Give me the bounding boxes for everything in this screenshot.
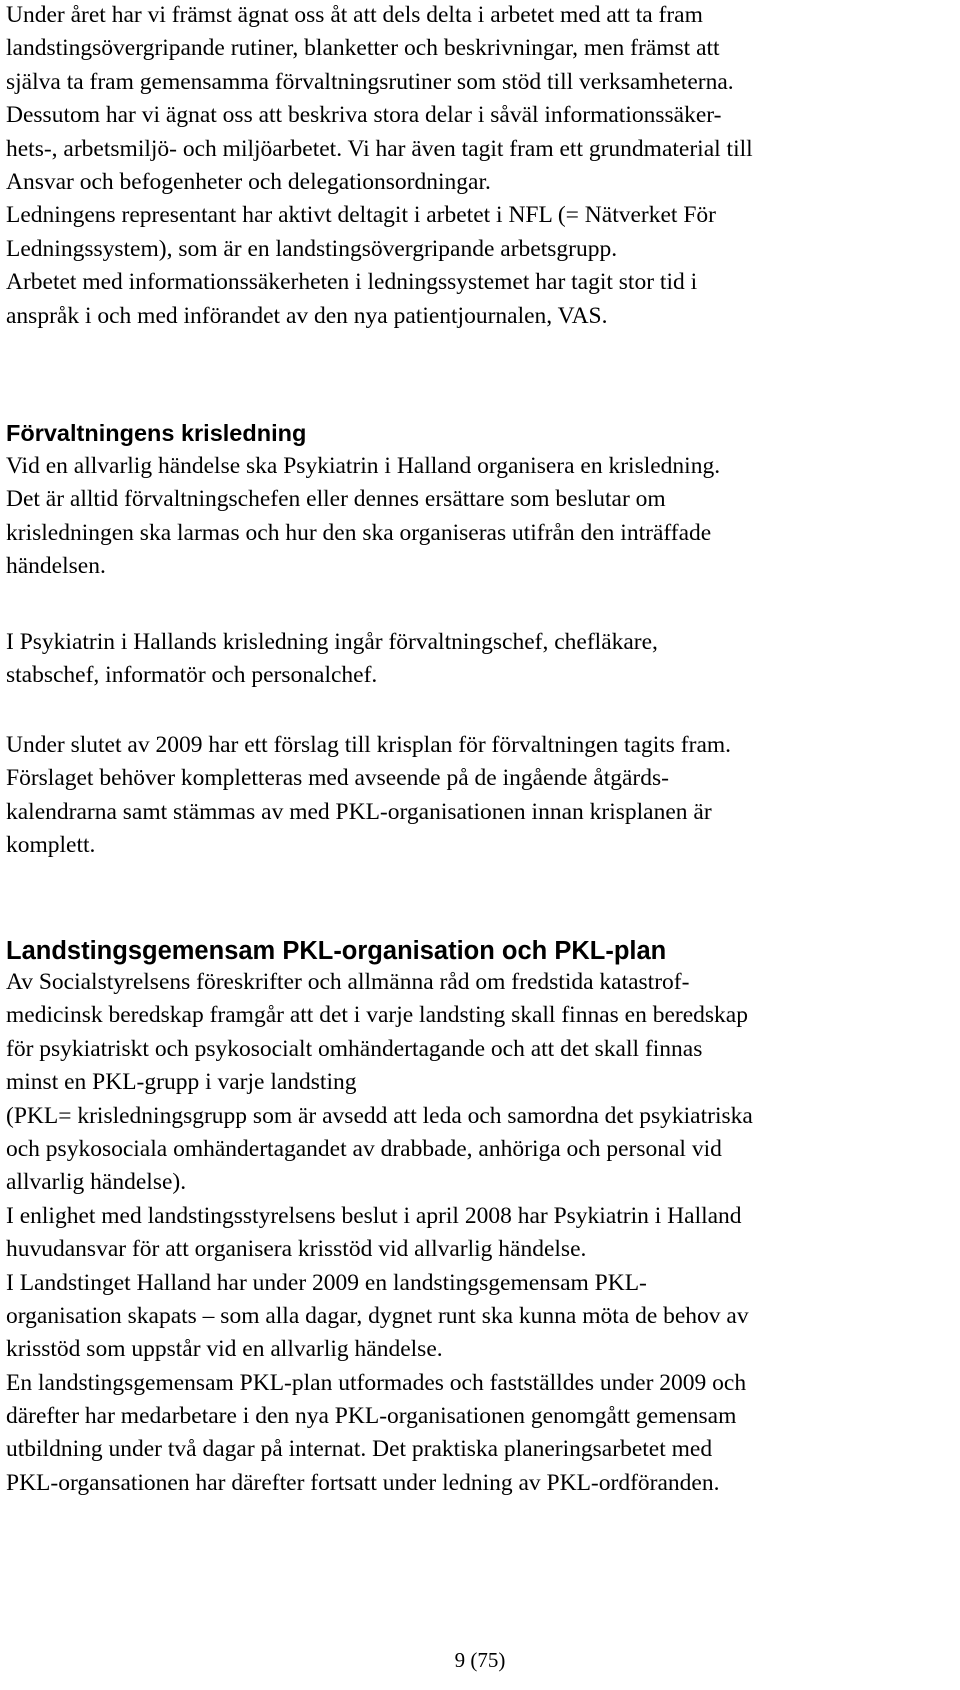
text-line: I enlighet med landstingsstyrelsens beslut i april 2008 har Psykiatrin i Halland [6, 1202, 742, 1229]
krisledning-paragraph-3 [6, 729, 731, 863]
section-heading: Landstingsgemensam PKL-organisation och PKL-plan [6, 937, 667, 965]
section-heading-krisledning [6, 418, 306, 448]
text-line: kalendrarna samt stämmas av med PKL-organisationen innan krisplanen är [6, 798, 712, 825]
text-line: (PKL= krisledningsgrupp som är avsedd att leda och samordna det psykiatriska [6, 1102, 753, 1129]
text-line: Under slutet av 2009 har ett förslag till krisplan för förvaltningen tagits fram. [6, 732, 732, 758]
text-line: komplett. [6, 832, 96, 859]
krisledning-paragraph-2 [6, 626, 658, 693]
text-line: PKL-organsationen har därefter fortsatt under ledning av PKL-ordföranden. [6, 1469, 720, 1496]
text-line: själva ta fram gemensamma förvaltningsrutiner som stöd till verksamheterna. [6, 68, 734, 95]
text-line: Vid en allvarlig händelse ska Psykiatrin i Halland organisera en krisledning. [6, 453, 721, 479]
pkl-paragraph [6, 966, 753, 1500]
text-line: stabschef, informatör och personalchef. [6, 662, 378, 689]
text-line: Ledningens representant har aktivt deltagit i arbetet i NFL (= Nätverket För [6, 202, 716, 229]
text-line: krisledningen ska larmas och hur den ska organiseras utifrån den inträffade [6, 519, 712, 546]
text-line: och psykosociala omhändertagandet av drabbade, anhöriga och personal vid [6, 1135, 722, 1162]
text-line: En landstingsgemensam PKL-plan utformades och fastställdes under 2009 och [6, 1369, 747, 1396]
section-heading-pkl [6, 935, 666, 967]
text-line: händelsen. [6, 553, 106, 580]
document-page [6, 0, 954, 1690]
text-line: för psykiatriskt och psykosocialt omhändertagande och att det skall finnas [6, 1035, 703, 1062]
text-line: Under året har vi främst ägnat oss åt att dels delta i arbetet med att ta fram [6, 2, 703, 28]
text-line: hets-, arbetsmiljö- och miljöarbetet. Vi har även tagit fram ett grundmaterial till [6, 135, 753, 162]
text-line: organisation skapats – som alla dagar, dygnet runt ska kunna möta de behov av [6, 1302, 749, 1329]
text-line: minst en PKL-grupp i varje landsting [6, 1069, 357, 1096]
text-line: utbildning under två dagar på internat. Det praktiska planeringsarbetet med [6, 1436, 713, 1463]
intro-paragraph [6, 0, 753, 333]
text-line: Ledningssystem), som är en landstingsövergripande arbetsgrupp. [6, 235, 618, 262]
text-line: Det är alltid förvaltningschefen eller dennes ersättare som beslutar om [6, 486, 666, 513]
text-line: allvarlig händelse). [6, 1169, 187, 1196]
page-number: 9 (75) [454, 1648, 506, 1672]
text-line: landstingsövergripande rutiner, blanketter och beskrivningar, men främst att [6, 35, 720, 62]
text-line: Ansvar och befogenheter och delegationsordningar. [6, 168, 491, 195]
text-line: huvudansvar för att organisera krisstöd vid allvarlig händelse. [6, 1236, 587, 1263]
text-line: därefter har medarbetare i den nya PKL-organisationen genomgått gemensam [6, 1403, 737, 1430]
section-heading: Förvaltningens krisledning [6, 420, 307, 446]
text-line: I Landstinget Halland har under 2009 en landstingsgemensam PKL- [6, 1269, 647, 1296]
text-line: Av Socialstyrelsens föreskrifter och allmänna råd om fredstida katastrof- [6, 969, 690, 995]
krisledning-paragraph-1 [6, 450, 720, 584]
text-line: anspråk i och med införandet av den nya patientjournalen, VAS. [6, 302, 608, 329]
text-line: Arbetet med informationssäkerheten i ledningssystemet har tagit stor tid i [6, 269, 698, 296]
text-line: Dessutom har vi ägnat oss att beskriva stora delar i såväl informationssäker- [6, 102, 722, 129]
text-line: I Psykiatrin i Hallands krisledning ingår förvaltningschef, chefläkare, [6, 629, 658, 655]
text-line: krisstöd som uppstår vid en allvarlig händelse. [6, 1336, 443, 1363]
text-line: Förslaget behöver kompletteras med avseende på de ingående åtgärds- [6, 765, 669, 792]
text-line: medicinsk beredskap framgår att det i varje landsting skall finnas en beredskap [6, 1002, 748, 1029]
